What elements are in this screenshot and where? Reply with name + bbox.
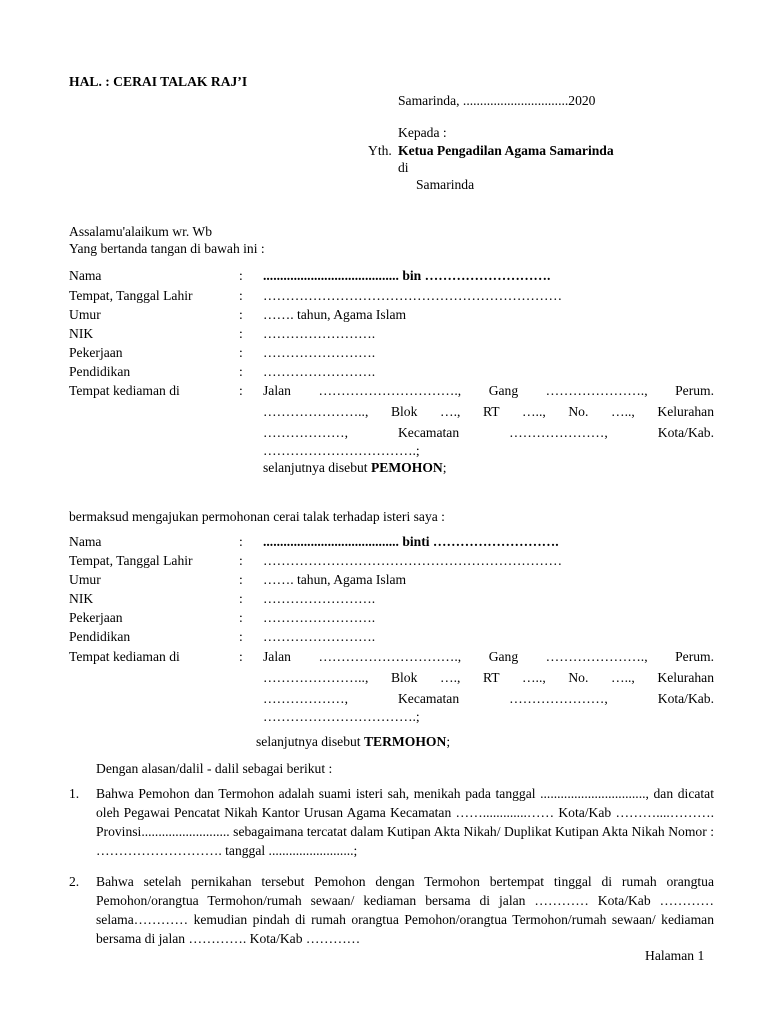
pemohon-alamat-line-2: ………………….., Blok …., RT ….., No. ….., Kelurahan bbox=[263, 404, 714, 419]
termohon-pekerjaan-value: ……………………. bbox=[263, 610, 376, 625]
pemohon-nik-label: NIK bbox=[69, 326, 94, 341]
maksud-statement: bermaksud mengajukan permohonan cerai talak terhadap isteri saya : bbox=[69, 509, 445, 524]
yth-label: Yth. bbox=[368, 143, 392, 158]
termohon-alamat-line-4: …………………………….; bbox=[263, 709, 420, 724]
termohon-alamat-label: Tempat kediaman di bbox=[69, 649, 180, 664]
pemohon-ttl-label: Tempat, Tanggal Lahir bbox=[69, 288, 193, 303]
point-text: Bahwa Pemohon dan Termohon adalah suami isteri sah, menikah pada tanggal ..............................., dan dicatat oleh Pegawai Pencatat Nikah Kantor Urusan Agama Kecamatan …….............…… Kota/Kab ………....………. Provinsi.......................... sebagaimana tercatat dalam Kutipan Akta Nikah/ Duplikat Kutipan Akta Nikah Nomor : ………………………. tanggal .........................; bbox=[96, 786, 714, 858]
pemohon-nik-value: ……………………. bbox=[263, 326, 376, 341]
point-number: 2. bbox=[69, 874, 80, 889]
colon: : bbox=[239, 345, 243, 360]
termohon-alamat-line-1: Jalan …………………………., Gang …………………., Perum. bbox=[263, 649, 714, 664]
termohon-ttl-label: Tempat, Tanggal Lahir bbox=[69, 553, 193, 568]
page-number: Halaman 1 bbox=[645, 948, 705, 963]
pemohon-alamat-line-4: …………………………….; bbox=[263, 443, 420, 458]
pemohon-ttl-value: ………………………………………………………… bbox=[263, 288, 563, 303]
pemohon-pendidikan-label: Pendidikan bbox=[69, 364, 131, 379]
pemohon-pekerjaan-label: Pekerjaan bbox=[69, 345, 123, 360]
point-number: 1. bbox=[69, 786, 80, 801]
pemohon-alamat-label: Tempat kediaman di bbox=[69, 383, 180, 398]
pemohon-alamat-line-1: Jalan …………………………., Gang …………………., Perum. bbox=[263, 383, 714, 398]
alasan-intro: Dengan alasan/dalil - dalil sebagai berikut : bbox=[96, 761, 333, 776]
colon: : bbox=[239, 288, 243, 303]
termohon-pekerjaan-label: Pekerjaan bbox=[69, 610, 123, 625]
place-date: Samarinda, ...............................2020 bbox=[398, 93, 596, 108]
colon: : bbox=[239, 307, 243, 322]
point-text: Bahwa setelah pernikahan tersebut Pemohon dengan Termohon bertempat tinggal di rumah orangtua Pemohon/orangtua Termohon/rumah sewaan/ kediaman bersama di jalan ………… Kota/Kab ………… selama………… kemudian pindah di rumah orangtua Pemohon/orangtua Termohon/rumah sewaan/ kediaman bersama di jalan …………. Kota/Kab ………… bbox=[96, 874, 714, 946]
termohon-ttl-value: ………………………………………………………… bbox=[263, 553, 563, 568]
termohon-alamat-line-3: ………………, Kecamatan …………………, Kota/Kab. bbox=[263, 691, 714, 706]
termohon-pendidikan-value: ……………………. bbox=[263, 629, 376, 644]
pemohon-pendidikan-value: ……………………. bbox=[263, 364, 376, 379]
recipient-title: Ketua Pengadilan Agama Samarinda bbox=[398, 143, 614, 158]
pemohon-nama-value: ........................................ bin ………………………. bbox=[263, 268, 551, 283]
to-label: Kepada : bbox=[398, 125, 447, 140]
designation-prefix: selanjutnya disebut bbox=[263, 460, 371, 475]
termohon-umur-label: Umur bbox=[69, 572, 101, 587]
termohon-nama-value: ........................................ binti ………………………. bbox=[263, 534, 559, 549]
pemohon-umur-value: ……. tahun, Agama Islam bbox=[263, 307, 407, 322]
di-label: di bbox=[398, 160, 409, 175]
colon: : bbox=[239, 553, 243, 568]
termohon-alamat-line-2: ………………….., Blok …., RT ….., No. ….., Kelurahan bbox=[263, 670, 714, 685]
intro-text: Yang bertanda tangan di bawah ini : bbox=[69, 241, 265, 256]
pemohon-nama-label: Nama bbox=[69, 268, 102, 283]
colon: : bbox=[239, 610, 243, 625]
designation-role: TERMOHON bbox=[363, 734, 447, 749]
designation-role: PEMOHON bbox=[370, 460, 443, 475]
pemohon-alamat-line-3: ………………, Kecamatan …………………, Kota/Kab. bbox=[263, 425, 714, 440]
colon: : bbox=[239, 572, 243, 587]
recipient-city: Samarinda bbox=[416, 177, 475, 192]
termohon-umur-value: ……. tahun, Agama Islam bbox=[263, 572, 407, 587]
designation-suffix: ; bbox=[446, 734, 451, 749]
colon: : bbox=[239, 364, 243, 379]
termohon-pendidikan-label: Pendidikan bbox=[69, 629, 131, 644]
colon: : bbox=[239, 268, 243, 283]
colon: : bbox=[239, 383, 243, 398]
greeting: Assalamu'alaikum wr. Wb bbox=[69, 224, 213, 239]
termohon-nama-label: Nama bbox=[69, 534, 102, 549]
designation-prefix: selanjutnya disebut bbox=[256, 734, 364, 749]
pemohon-pekerjaan-value: ……………………. bbox=[263, 345, 376, 360]
termohon-nik-label: NIK bbox=[69, 591, 94, 606]
document-subject: HAL. : CERAI TALAK RAJ’I bbox=[69, 74, 248, 89]
colon: : bbox=[239, 534, 243, 549]
colon: : bbox=[239, 629, 243, 644]
colon: : bbox=[239, 591, 243, 606]
designation-suffix: ; bbox=[442, 460, 447, 475]
colon: : bbox=[239, 326, 243, 341]
pemohon-umur-label: Umur bbox=[69, 307, 101, 322]
pemohon-designation bbox=[263, 459, 447, 477]
termohon-designation bbox=[256, 733, 450, 751]
colon: : bbox=[239, 649, 243, 664]
termohon-nik-value: ……………………. bbox=[263, 591, 376, 606]
